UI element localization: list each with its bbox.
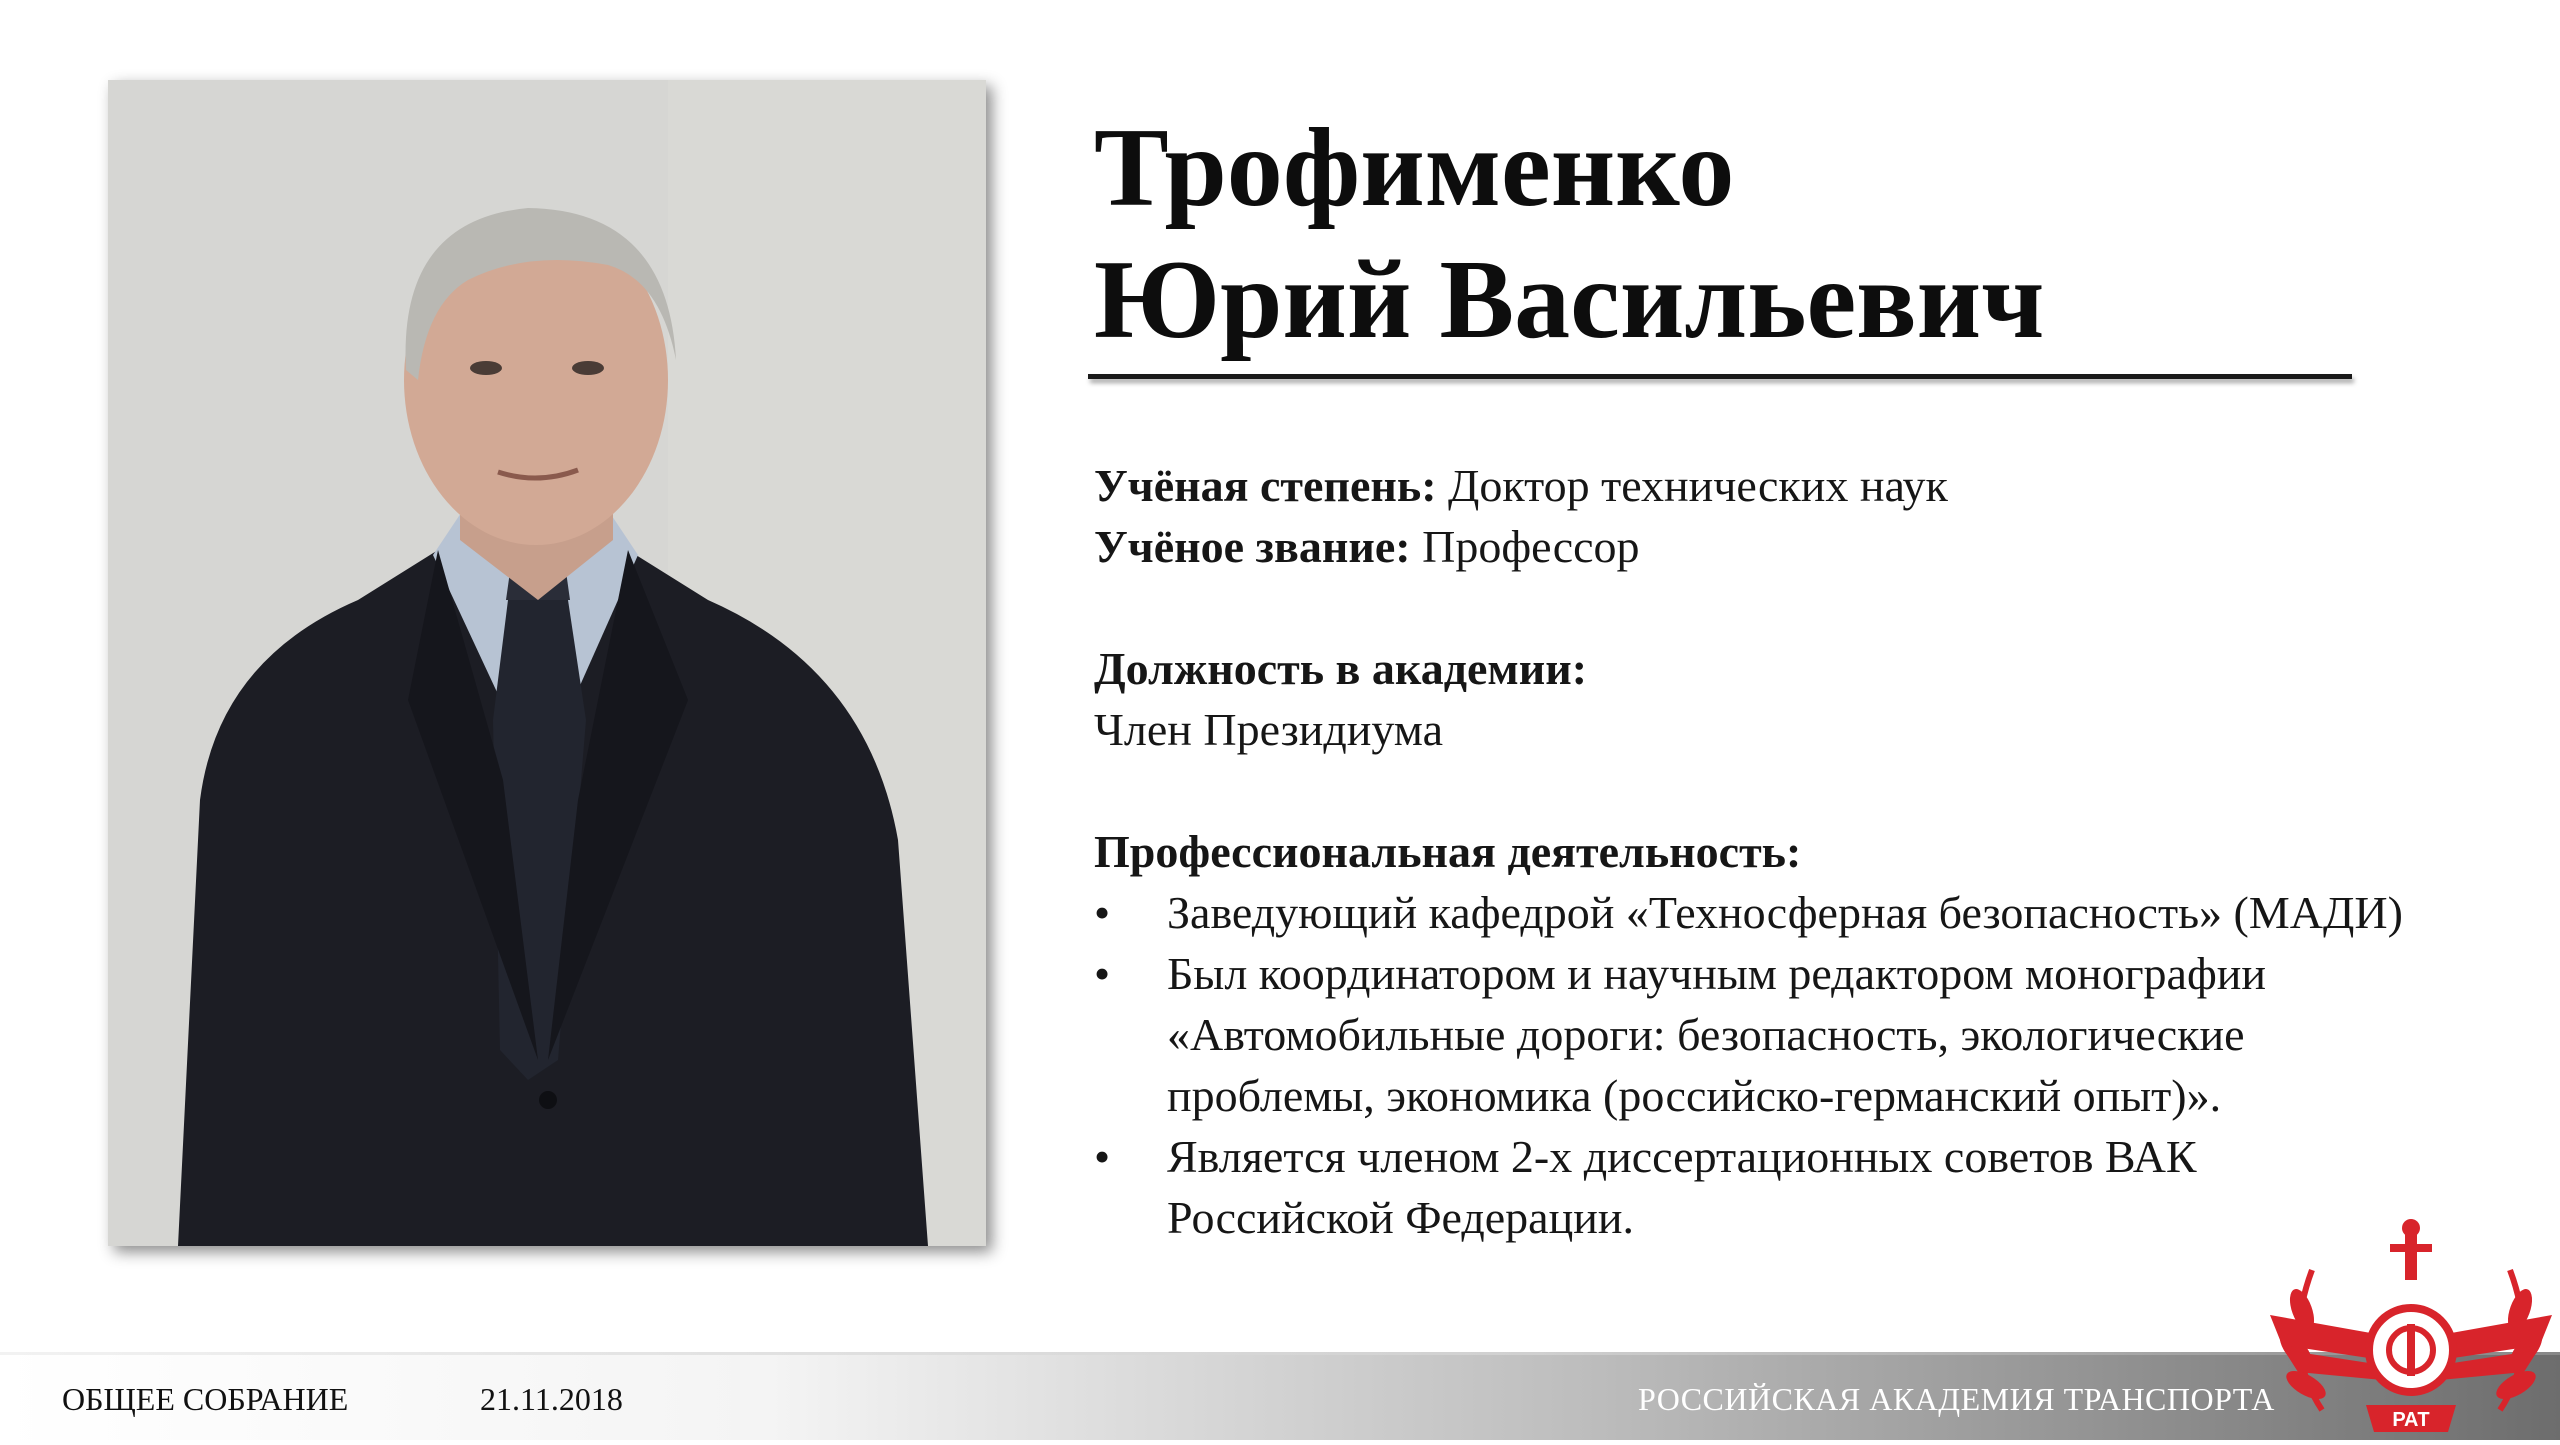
- position-value: Член Президиума: [1094, 704, 1443, 755]
- list-item-line: Российской Федерации.: [1167, 1192, 1634, 1243]
- portrait-figure: [108, 80, 986, 1246]
- degree-label: Учёная степень:: [1094, 460, 1437, 511]
- bio-info: [1094, 455, 2534, 1248]
- portrait-photo: [108, 80, 986, 1246]
- degree-row: [1094, 455, 2534, 516]
- name-underline: [1088, 374, 2352, 379]
- logo-text: РАТ: [2392, 1409, 2430, 1431]
- footer-organization: РОССИЙСКАЯ АКАДЕМИЯ ТРАНСПОРТА: [1638, 1381, 2275, 1417]
- activity-label: Профессиональная деятельность:: [1094, 826, 1802, 877]
- activity-heading: [1094, 821, 2534, 882]
- academy-logo: [2262, 1200, 2560, 1440]
- list-item-line: Заведующий кафедрой «Техносферная безопасность» (МАДИ): [1167, 887, 2403, 938]
- activity-list: [1094, 882, 2534, 1248]
- footer-event: ОБЩЕЕ СОБРАНИЕ: [62, 1381, 349, 1417]
- list-item-line: «Автомобильные дороги: безопасность, экологические: [1167, 1009, 2245, 1060]
- bullet: •: [1094, 948, 1111, 999]
- bullet: •: [1094, 887, 1111, 938]
- title-value: Профессор: [1422, 521, 1640, 572]
- footer-divider: [0, 1352, 2560, 1355]
- position-label: Должность в академии:: [1094, 643, 1588, 694]
- title-label: Учёное звание:: [1094, 521, 1411, 572]
- bullet: •: [1094, 1131, 1111, 1182]
- list-item: [1094, 943, 2534, 1126]
- title-row: [1094, 516, 2534, 577]
- position-row: [1094, 638, 2534, 699]
- person-surname: Трофименко: [1094, 106, 1735, 230]
- footer-date: 21.11.2018: [480, 1381, 623, 1417]
- list-item-line: Был координатором и научным редактором монографии: [1167, 948, 2267, 999]
- person-given-names: Юрий Васильевич: [1094, 238, 2045, 362]
- list-item-line: проблемы, экономика (российско-германский опыт)».: [1167, 1070, 2222, 1121]
- academy-emblem-icon: [2262, 1200, 2560, 1440]
- degree-value: Доктор технических наук: [1448, 460, 1948, 511]
- list-item-line: Является членом 2-х диссертационных советов ВАК: [1167, 1131, 2197, 1182]
- person-name: [1094, 102, 2394, 366]
- list-item: [1094, 882, 2534, 943]
